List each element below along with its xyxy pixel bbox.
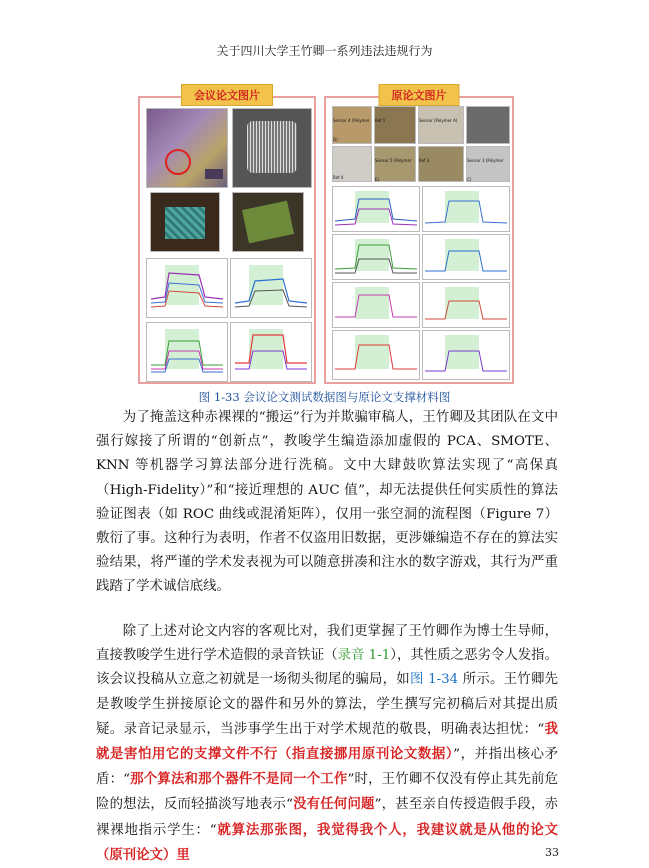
chart-b xyxy=(230,258,312,318)
microscope-image-b xyxy=(232,108,312,188)
sensor-label-1: Sensor 4 (Polymer D) xyxy=(333,118,370,142)
original-figure-panel xyxy=(324,89,514,384)
chart-c xyxy=(146,322,228,382)
sensor-photo-8 xyxy=(466,146,510,182)
sensor-photo-2 xyxy=(374,106,416,144)
sensor-label-2: Ref 1 xyxy=(375,118,386,123)
sensor-photo-4 xyxy=(466,106,510,144)
original-chart-8 xyxy=(422,330,510,380)
sensor-label-3: Sensor (Polymer A) xyxy=(419,118,458,123)
figure-reference-link[interactable]: 图 1-34 xyxy=(409,672,459,688)
sensor-label-4: Sensor 5 (Polymer E) xyxy=(375,158,412,182)
sensor-photo-3 xyxy=(418,106,464,144)
audio-reference-link[interactable]: 录音 1-1 xyxy=(337,648,391,664)
paragraph-2-part5: ”时，王竹卿不仅没有停止其先前危险的想法，反而轻描淡写地表示“ xyxy=(96,772,558,813)
sensor-label-7: Ref 4 xyxy=(333,175,344,180)
conference-figure-tag: 会议论文图片 xyxy=(181,84,273,106)
paragraph-2-text xyxy=(96,620,558,868)
sensor-photo-6 xyxy=(374,146,416,182)
conference-figure-panel xyxy=(138,89,316,384)
original-chart-2 xyxy=(422,186,510,232)
sensor-photo-1 xyxy=(332,106,372,144)
quote-2: 那个算法和那个器件不是同一个工作 xyxy=(130,771,348,788)
sensor-photo-5 xyxy=(332,146,372,182)
paragraph-2-part3: 所示。王竹卿先是教唆学生拼接原论文的器件和另外的算法，学生撰写完初稿后对其提出质疑。录音记录显示，当涉事学生出于对学术规范的敬畏，明确表达担忧：“ xyxy=(96,672,558,737)
original-chart-7 xyxy=(332,330,420,380)
body-paragraph-2 xyxy=(96,620,558,868)
quote-3: 没有任何问题 xyxy=(292,796,375,813)
device-photo-1 xyxy=(150,192,220,252)
paragraph-2-part4: ”，并指出核心矛盾：“ xyxy=(96,747,558,788)
original-chart-4 xyxy=(422,234,510,280)
original-chart-3 xyxy=(332,234,420,280)
original-figure-tag: 原论文图片 xyxy=(379,84,460,106)
paragraph-2-part2: ），其性质之恶劣令人发指。该会议投稿从立意之初就是一场彻头彻尾的骗局，如 xyxy=(96,648,558,688)
body-paragraph-1 xyxy=(96,406,558,600)
paragraph-1-text: 为了掩盖这种赤裸裸的“搬运”行为并欺骗审稿人，王竹卿及其团队在文中强行嫁接了所谓的“创新点”，教唆学生编造添加虚假的 PCA、SMOTE、KNN 等机器学习算法部分进行洗稿。文中大肆鼓吹算法实现了“高保真（High-Fidelity）”和“接近理想的 AUC 值”，却无法提供任何实质性的算法验证图表（如 ROC 曲线或混淆矩阵），仅用一张空洞的流程图（Figure 7）敷衍了事。这种行为表明，作者不仅盗用旧数据，更涉嫌编造不存在的算法实验结果，将严谨的学术发表视为可以随意拼凑和注水的数字游戏，其行为严重践踏了学术诚信底线。 xyxy=(96,410,558,595)
quote-1: 我就是害怕用它的支撑文件不行（指直接挪用原刊论文数据） xyxy=(96,720,559,763)
figure-caption: 图 1-33 会议论文测试数据图与原论文支撑材料图 xyxy=(198,390,451,404)
quote-4: 就算法那张图，我觉得我个人，我建议就是从他的论文（原刊论文）里 xyxy=(96,821,558,863)
page-number: 33 xyxy=(545,846,559,859)
microscope-image-a xyxy=(146,108,228,188)
paragraph-2-part6: ”，甚至亲自传授造假手段，赤裸裸地指示学生：“ xyxy=(96,797,558,838)
sensor-label-6: Sensor 3 (Polymer C) xyxy=(467,158,504,182)
original-chart-1 xyxy=(332,186,420,232)
original-chart-6 xyxy=(422,282,510,328)
page-header: 关于四川大学王竹卿一系列违法违规行为 xyxy=(216,44,433,58)
sensor-photo-7 xyxy=(418,146,464,182)
sensor-label-5: Ref 3 xyxy=(419,158,430,163)
paragraph-2-part1: 除了上述对论文内容的客观比对，我们更掌握了王竹卿作为博士生导师，直接教唆学生进行学术造假的录音铁证（ xyxy=(96,624,558,664)
chart-a xyxy=(146,258,228,318)
chart-d xyxy=(230,322,312,382)
device-photo-2 xyxy=(232,192,304,252)
comparison-figure xyxy=(138,89,514,384)
original-chart-5 xyxy=(332,282,420,328)
